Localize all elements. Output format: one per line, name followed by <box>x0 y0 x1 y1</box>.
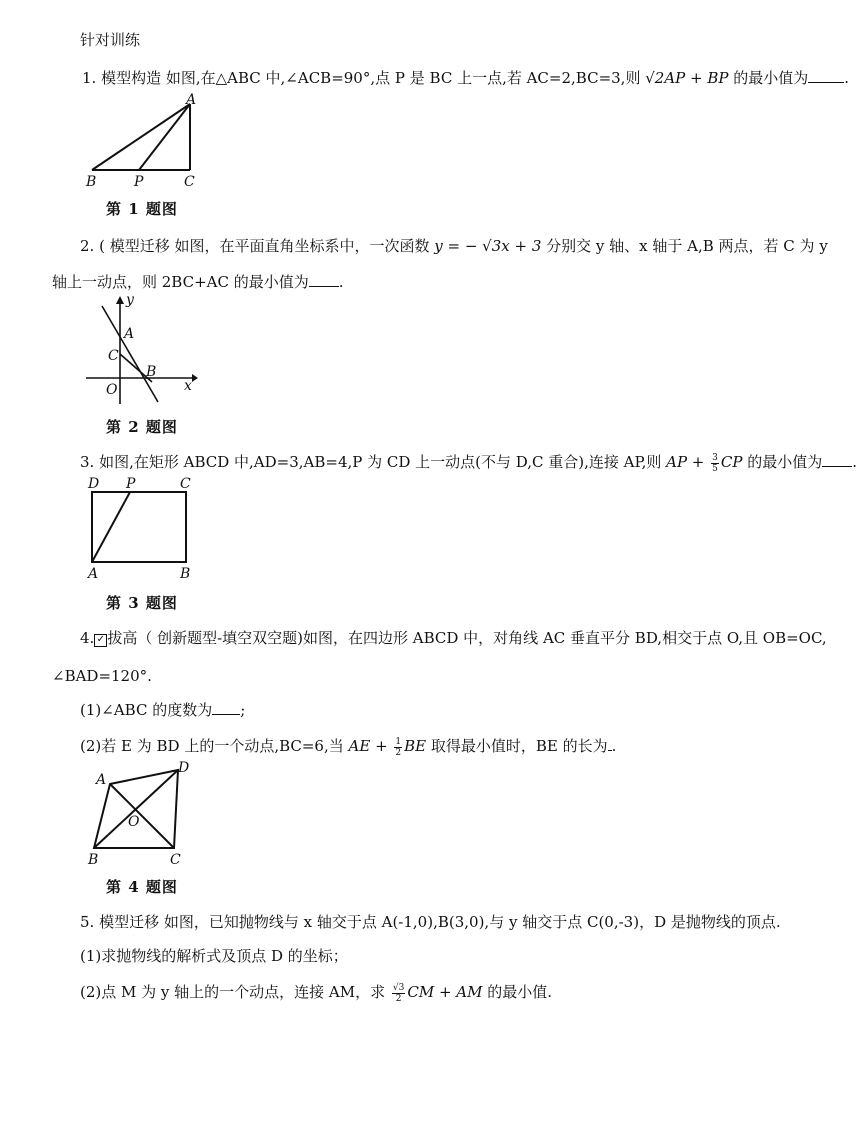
fraction-denominator: 2 <box>395 993 402 1004</box>
problem-3-stem-end: 的最小值为 <box>742 453 823 471</box>
problem-1-stem: 1. 模型构造 如图,在△ABC 中,∠ACB=90°,点 P 是 BC 上一点,若 AC=2,BC=3,则 <box>82 69 646 87</box>
rectangle-abcd <box>92 492 186 562</box>
label-o: O <box>106 382 118 398</box>
label-p: P <box>126 476 136 492</box>
segment-ap <box>139 104 190 170</box>
fraction <box>394 737 402 758</box>
segment-ap <box>92 492 130 562</box>
figure-4-caption: 第 4 题图 <box>106 878 178 896</box>
question-2-text: (2)若 E 为 BD 上的一个动点,BC=6,当 <box>80 737 349 755</box>
problem-2-stem-end: 分别交 y 轴、x 轴于 A,B 两点，若 C 为 y <box>541 237 828 255</box>
checkbox-icon: ✓ <box>94 634 107 647</box>
period: . <box>844 69 850 87</box>
label-c: C <box>170 852 181 868</box>
label-c: C <box>184 174 195 190</box>
label-a: A <box>88 566 99 582</box>
label-o: O <box>128 814 140 830</box>
problem-3-expression: AP + <box>666 453 710 471</box>
fraction <box>711 453 719 474</box>
label-d: D <box>88 476 100 492</box>
answer-blank <box>808 68 844 83</box>
problem-3-stem: 3. 如图,在矩形 ABCD 中,AD=3,AB=4,P 为 CD 上一动点(不与 D,C 重合),连接 AP,则 <box>80 453 667 471</box>
problem-5-question-2 <box>80 982 552 1004</box>
figure-4 <box>80 758 200 870</box>
problem-4-text-line2: ∠BAD=120°. <box>52 667 152 685</box>
fraction-numerator: 3 <box>712 452 718 463</box>
question-2-expression: AE + <box>348 737 393 755</box>
problem-2-stem: 2. ( 模型迁移 如图，在平面直角坐标系中，一次函数 <box>80 237 435 255</box>
label-y: y <box>126 292 134 308</box>
figure-2 <box>80 292 200 412</box>
label-b: B <box>88 852 99 868</box>
problem-1-expression: √2AP + BP <box>645 69 729 87</box>
diagonal-ac <box>110 784 174 848</box>
question-2-text: (2)点 M 为 y 轴上的一个动点，连接 AM，求 <box>80 983 390 1001</box>
question-2-text-end: 的最小值. <box>482 983 553 1001</box>
y-axis-arrow-icon <box>116 296 124 304</box>
problem-2-expression: y = − √3x + 3 <box>434 237 542 255</box>
label-b: B <box>86 174 97 190</box>
fraction-numerator: 1 <box>395 736 402 747</box>
question-1-text: (1)∠ABC 的度数为 <box>80 701 213 719</box>
figure-3 <box>80 474 200 584</box>
problem-4-text <box>80 628 827 648</box>
problem-5-question-1: (1)求抛物线的解析式及顶点 D 的坐标； <box>80 947 348 965</box>
semicolon: ; <box>240 701 246 719</box>
label-x: x <box>184 378 192 394</box>
fraction-numerator: √3 <box>392 982 405 993</box>
question-2-expression-end: BE <box>404 737 427 755</box>
problem-1-text <box>82 68 849 88</box>
fraction <box>392 983 405 1004</box>
label-c: C <box>180 476 191 492</box>
problem-2-text-line2 <box>52 272 344 292</box>
question-2-expression: CM + AM <box>407 983 483 1001</box>
fraction-denominator: 5 <box>712 463 718 474</box>
problem-5-text: 5. 模型迁移 如图，已知抛物线与 x 轴交于点 A(-1,0),B(3,0),与 y 轴交于点 C(0,-3)，D 是抛物线的顶点. <box>80 913 781 931</box>
period: . <box>338 273 344 291</box>
figure-1 <box>80 92 210 192</box>
answer-blank <box>212 700 240 715</box>
problem-2-question: 轴上一动点，则 2BC+AC 的最小值为 <box>52 273 309 291</box>
problem-3-text <box>80 452 857 474</box>
problem-4-stem: 拔高（ 创新题型-填空双空题)如图，在四边形 ABCD 中，对角线 AC 垂直平分 BD,相交于点 O,且 OB=OC, <box>107 629 827 647</box>
label-c: C <box>108 348 119 364</box>
x-axis-arrow-icon <box>192 374 198 382</box>
problem-4-question-2 <box>80 736 616 758</box>
label-a: A <box>186 92 197 108</box>
answer-blank <box>822 452 852 467</box>
label-p: P <box>134 174 144 190</box>
label-b: B <box>180 566 191 582</box>
label-a: A <box>124 326 135 342</box>
period: . <box>611 737 617 755</box>
segment-ab <box>92 104 190 170</box>
figure-3-caption: 第 3 题图 <box>106 594 178 612</box>
fraction-denominator: 2 <box>395 747 402 758</box>
figure-2-caption: 第 2 题图 <box>106 418 178 436</box>
problem-3-expression-end: CP <box>720 453 743 471</box>
figure-1-caption: 第 1 题图 <box>106 200 178 218</box>
label-a: A <box>96 772 107 788</box>
answer-blank <box>309 272 339 287</box>
label-d: D <box>178 760 190 776</box>
period: . <box>852 453 858 471</box>
question-2-text-end: 取得最小值时，BE 的长为 <box>426 737 608 755</box>
section-heading: 针对训练 <box>80 31 141 49</box>
problem-4-number: 4. <box>80 629 95 647</box>
label-b: B <box>146 364 157 380</box>
problem-1-stem-end: 的最小值为 <box>728 69 809 87</box>
problem-4-question-1 <box>80 700 245 720</box>
problem-2-text <box>80 236 828 256</box>
diagonal-bd <box>94 770 178 848</box>
